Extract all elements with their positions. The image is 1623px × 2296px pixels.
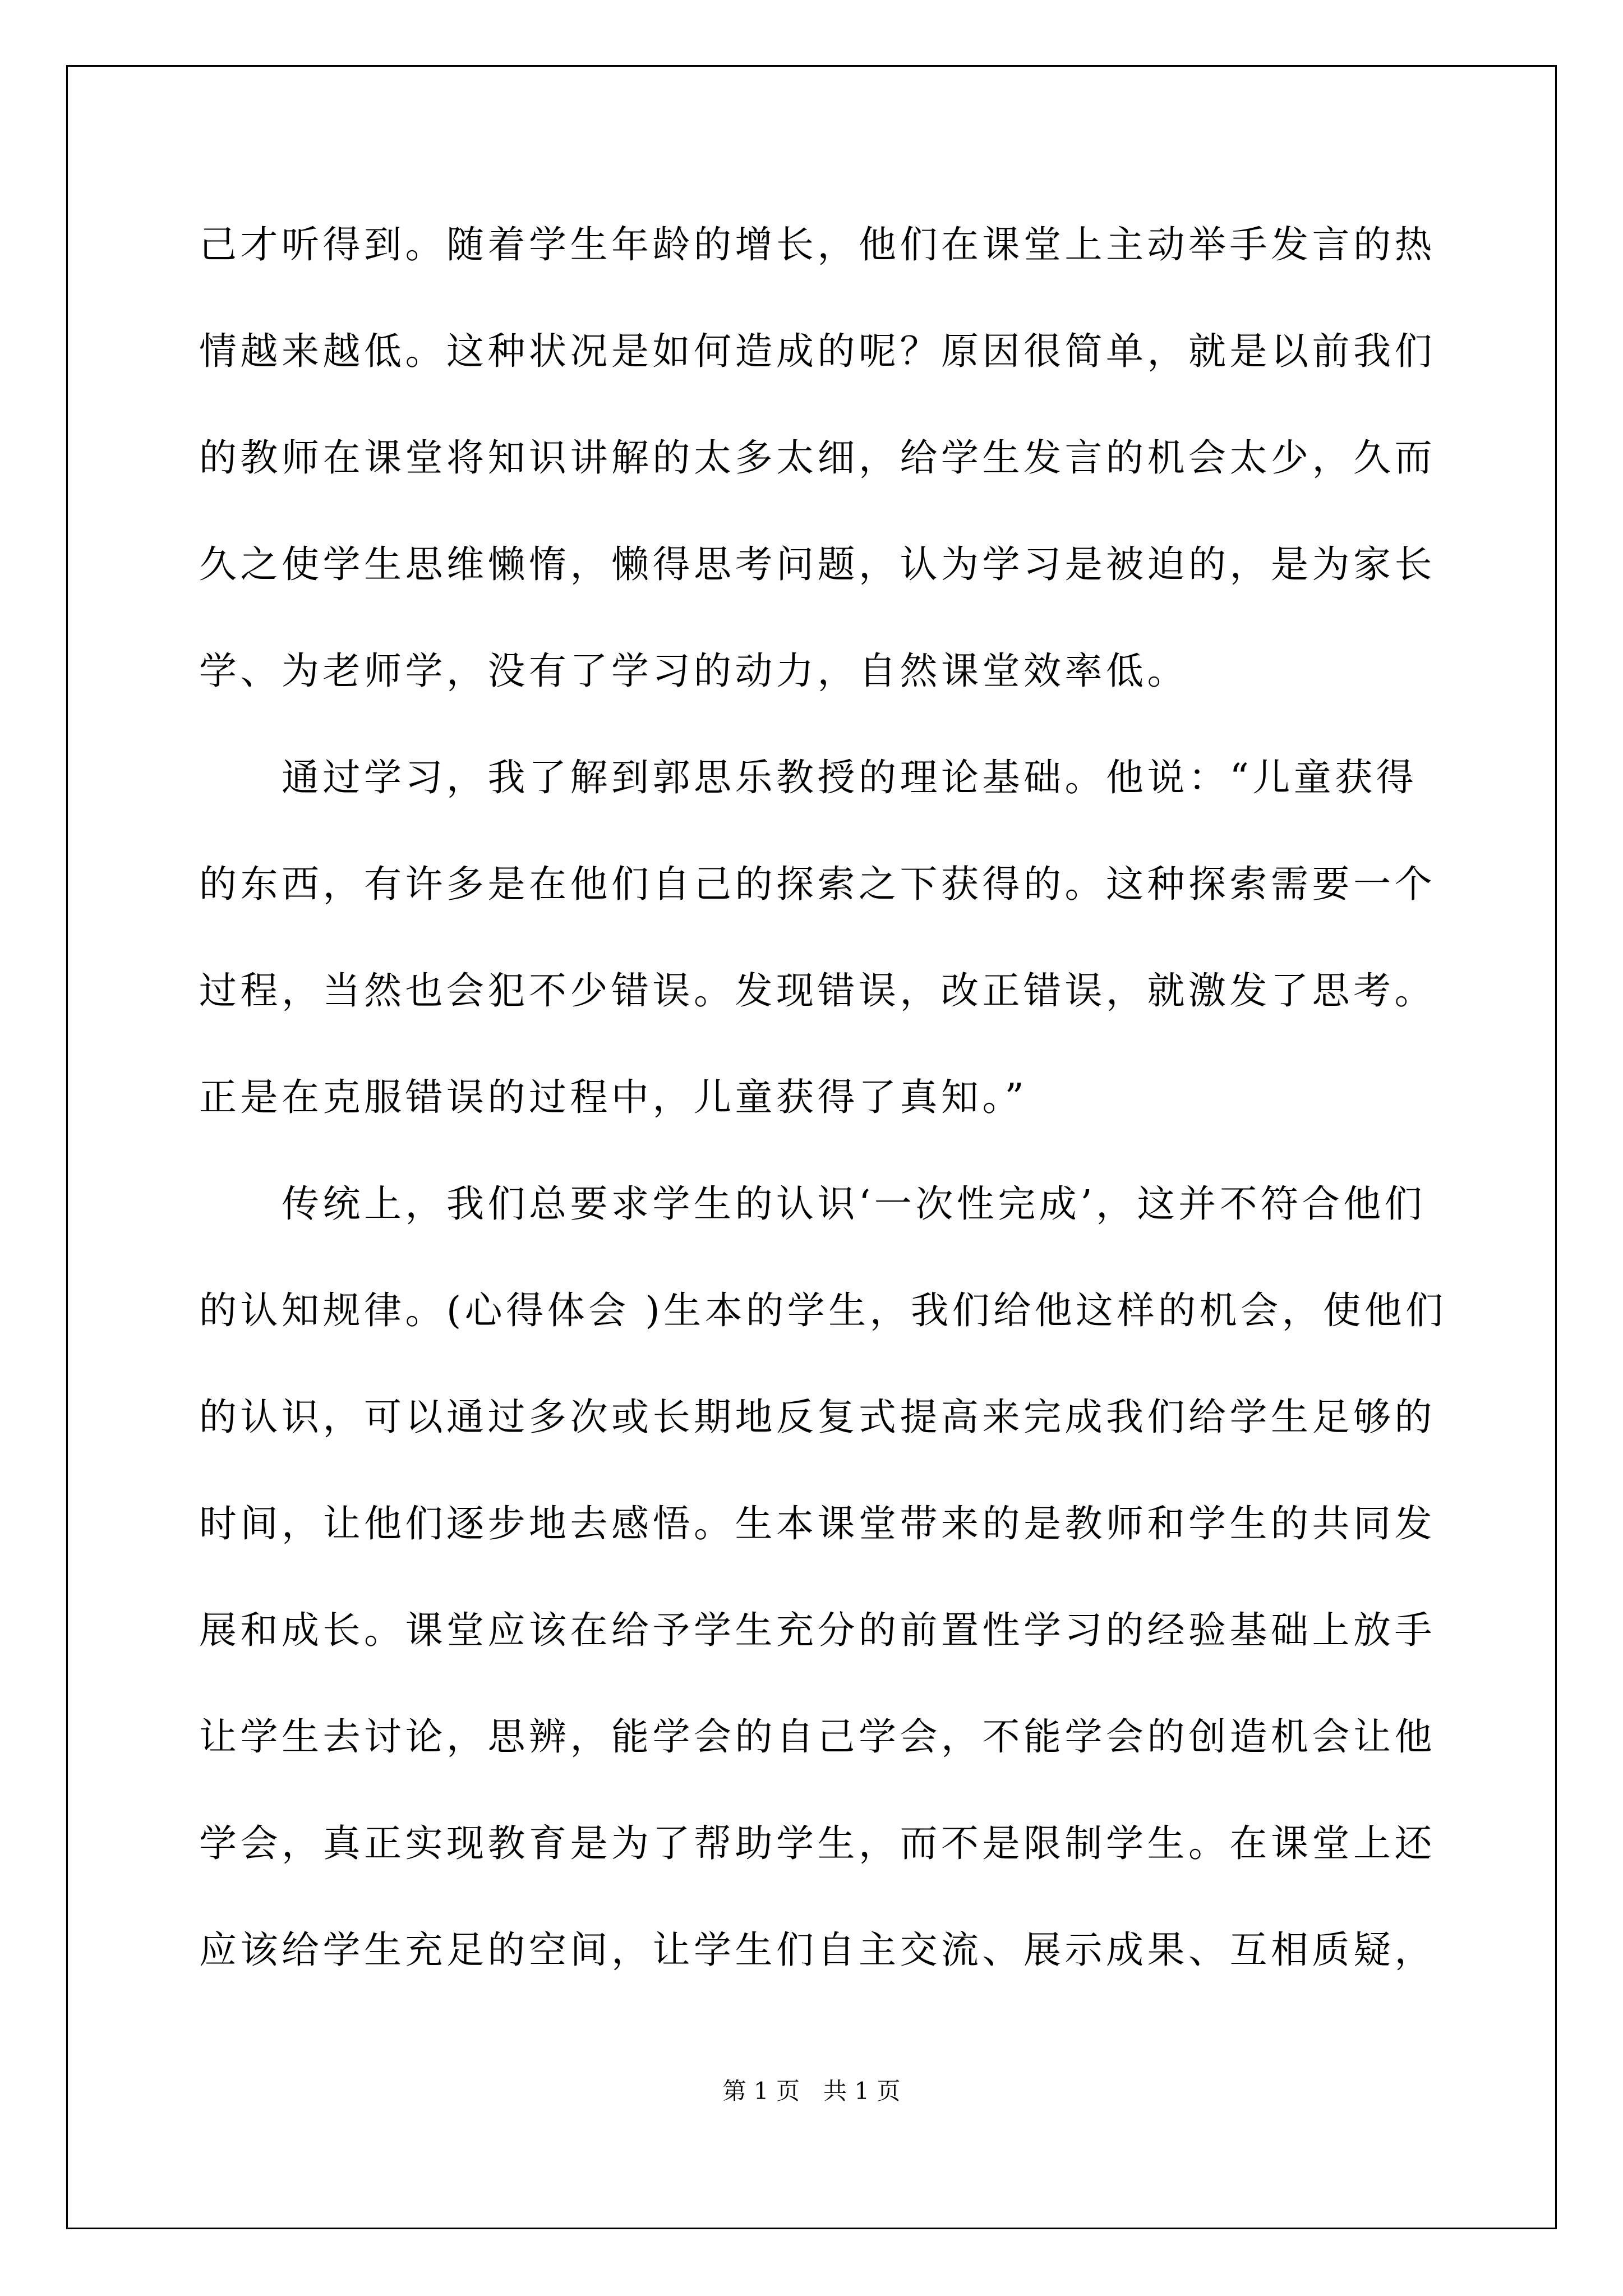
text-line: 让学生去讨论，思辨，能学会的自己学会，不能学会的创造机会让他	[199, 1715, 1436, 1759]
page-number-footer: 第 1 页 共 1 页	[722, 2077, 901, 2105]
text-line: 传统上，我们总要求学生的认识‘一次性完成’，这并不符合他们	[282, 1182, 1426, 1226]
text-line: 应该给学生充足的空间，让学生们自主交流、展示成果、互相质疑，	[199, 1928, 1436, 1972]
text-line: 己才听得到。随着学生年龄的增长，他们在课堂上主动举手发言的热	[199, 223, 1436, 266]
text-line: 时间，让他们逐步地去感悟。生本课堂带来的是教师和学生的共同发	[199, 1502, 1436, 1545]
text-line: 的认知规律。(心得体会 )生本的学生，我们给他这样的机会，使他们	[199, 1289, 1447, 1332]
text-line: 展和成长。课堂应该在给予学生充分的前置性学习的经验基础上放手	[199, 1608, 1436, 1652]
text-line: 情越来越低。这种状况是如何造成的呢？原因很简单，就是以前我们	[199, 329, 1436, 373]
text-line: 的认识，可以通过多次或长期地反复式提高来完成我们给学生足够的	[199, 1395, 1436, 1439]
text-line: 的教师在课堂将知识讲解的太多太细，给学生发言的机会太少，久而	[199, 436, 1436, 480]
text-line: 正是在克服错误的过程中，儿童获得了真知。”	[199, 1075, 1028, 1119]
text-line: 通过学习，我了解到郭思乐教授的理论基础。他说：“儿童获得	[282, 756, 1418, 799]
text-line: 学会，真正实现教育是为了帮助学生，而不是限制学生。在课堂上还	[199, 1821, 1436, 1865]
text-line: 学、为老师学，没有了学习的动力，自然课堂效率低。	[199, 649, 1188, 693]
text-line: 过程，当然也会犯不少错误。发现错误，改正错误，就激发了思考。	[199, 969, 1436, 1013]
text-line: 的东西，有许多是在他们自己的探索之下获得的。这种探索需要一个	[199, 862, 1436, 906]
text-line: 久之使学生思维懒惰，懒得思考问题，认为学习是被迫的，是为家长	[199, 542, 1436, 586]
document-body	[199, 218, 1447, 2030]
